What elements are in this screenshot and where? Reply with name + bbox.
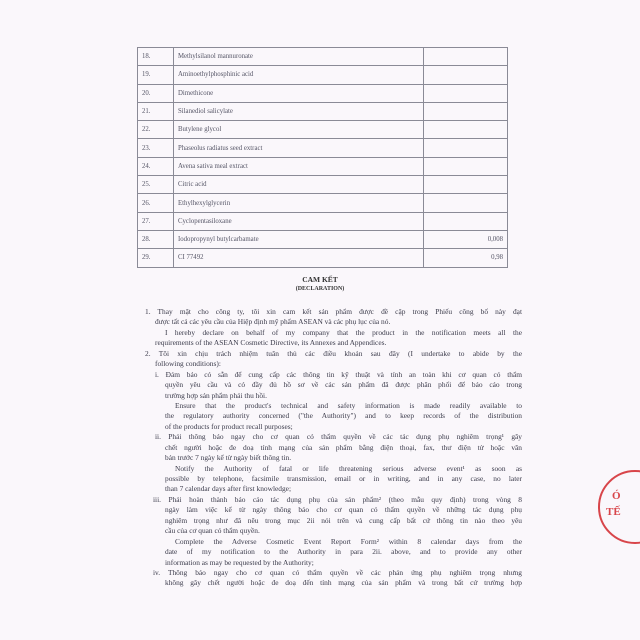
declaration-line: 1. Thay mặt cho công ty, tôi xin cam kết sản phẩm được đề cập trong Phiếu công bố này đạt [145,307,522,316]
declaration-line: following conditions): [155,359,221,369]
ingredient-name: Silanediol salicylate [174,102,424,120]
declaration-line: Complete the Adverse Cosmetic Event Report Form² within 8 calendar days from the [175,536,522,546]
ingredient-number: 18. [138,48,174,66]
declaration-line: không gây chết người hoặc đe doạ đến tính mạng của sản phẩm và trong bất cứ trường hợp [165,578,522,588]
stamp-text: Ó [612,490,621,502]
ingredient-value: 0,98 [424,249,508,267]
table-row [138,230,508,248]
ingredient-name: Phaseolus radiatus seed extract [174,139,424,157]
ingredient-name: Aminoethylphosphinic acid [174,66,424,84]
ingredient-number: 23. [138,139,174,157]
ingredients-table [137,47,508,268]
ingredient-value [424,66,508,84]
ingredient-name: Citric acid [174,176,424,194]
ingredient-name: Avena sativa meal extract [174,157,424,175]
ingredient-number: 26. [138,194,174,212]
table-row [138,176,508,194]
ingredient-value [424,157,508,175]
ingredient-number: 21. [138,102,174,120]
ingredient-number: 27. [138,212,174,230]
declaration-subtitle: (DECLARATION) [295,286,345,292]
ingredient-number: 19. [138,66,174,84]
declaration-line: iv. Thông báo ngay cho cơ quan có thẩm quyền về các phản ứng phụ nghiêm trọng nhưng [153,567,522,577]
declaration-line: requirements of the ASEAN Cosmetic Directive, its Annexes and Appendices. [155,338,387,348]
ingredient-number: 25. [138,176,174,194]
table-row [138,157,508,175]
ingredient-name: Ethylhexylglycerin [174,194,424,212]
ingredient-number: 29. [138,249,174,267]
ingredient-value [424,84,508,102]
ingredient-number: 22. [138,121,174,139]
ingredient-number: 24. [138,157,174,175]
declaration-line: bản trước 7 ngày kể từ ngày biết thông tin. [165,453,292,463]
stamp-text: TẾ [606,506,621,518]
declaration-title: CAM KẾT [302,275,338,284]
declaration-line: trường hợp sản phẩm phải thu hồi. [165,390,267,400]
table-row [138,212,508,230]
declaration-line: the regulatory authority concerned ("the Authority") and to keep records of the distribution [165,411,522,421]
ingredient-name: Iodopropynyl butylcarbamate [174,230,424,248]
ingredient-value [424,121,508,139]
table-row [138,249,508,267]
ingredient-value [424,102,508,120]
ingredient-value [424,176,508,194]
declaration-line: Ensure that the product's technical and safety information is made readily available to [175,400,522,410]
table-row [138,102,508,120]
ingredient-number: 28. [138,230,174,248]
ingredient-name: Cyclopentasiloxane [174,212,424,230]
declaration-line: ngày làm việc kể từ ngày thông báo cho cơ quan có thẩm quyền về những tác dụng phụ [165,505,522,515]
ingredient-name: CI 77492 [174,249,424,267]
declaration-line: date of my notification to the Authority in para 2ii. above, and to provide any other [165,547,522,557]
declaration-line: I hereby declare on behalf of my company that the product in the notification meets all the [165,327,522,337]
ingredient-value [424,48,508,66]
declaration-line: iii. Phải hoàn thành báo cáo tác dụng phụ của sản phẩm² (theo mẫu quy định) trong vòng 8 [153,494,522,504]
ingredient-value [424,194,508,212]
declaration-line: ii. Phải thông báo ngay cho cơ quan có thẩm quyền về các tác dụng phụ nghiêm trọng¹ gây [155,432,522,442]
table-row [138,121,508,139]
declaration-body [145,307,522,589]
declaration-line: possible by telephone, facsimile transmission, email or in writing, and in any case, no later [165,474,522,483]
table-row [138,84,508,102]
declaration-line: chết người hoặc đe doạ tính mạng của sản phẩm bằng điện thoại, fax, thư điện tử hoặc văn [165,442,522,452]
table-row [138,66,508,84]
ingredient-value [424,139,508,157]
declaration-line: than 7 calendar days after first knowledge; [165,484,292,494]
declaration-line: Notify the Authority of fatal or life threatening serious adverse event¹ as soon as [175,463,522,473]
table-row [138,48,508,66]
table-row [138,194,508,212]
declaration-line: cầu của cơ quan có thẩm quyền. [165,526,260,536]
ingredient-name: Butylene glycol [174,121,424,139]
declaration-line: of the products for product recall purposes; [165,421,293,431]
declaration-line: information as may be requested by the Authority; [165,557,314,567]
ingredient-name: Dimethicone [174,84,424,102]
declaration-line: quyền yêu cầu và có đầy đủ hồ sơ về các sản phẩm đã được phân phối để báo cáo trong [165,380,522,390]
ingredient-number: 20. [138,84,174,102]
declaration-line: được tất cả các yêu cầu của Hiệp định mỹ phẩm ASEAN và các phụ lục của nó. [155,317,391,327]
official-stamp [598,470,640,544]
ingredient-value [424,212,508,230]
declaration-line: 2. Tôi xin chịu trách nhiệm tuân thủ các điều khoản sau đây (I undertake to abide by the [145,348,522,358]
table-row [138,139,508,157]
ingredient-name: Methylsilanol mannuronate [174,48,424,66]
declaration-line: i. Đảm bảo có sẵn để cung cấp các thông tin kỹ thuật và tính an toàn khi cơ quan có thẩm [155,369,522,379]
ingredient-value: 0,008 [424,230,508,248]
declaration-line: nghiêm trọng như đã nêu trong mục 2ii nói trên và cung cấp bất cứ thông tin nào theo yêu [165,515,522,525]
